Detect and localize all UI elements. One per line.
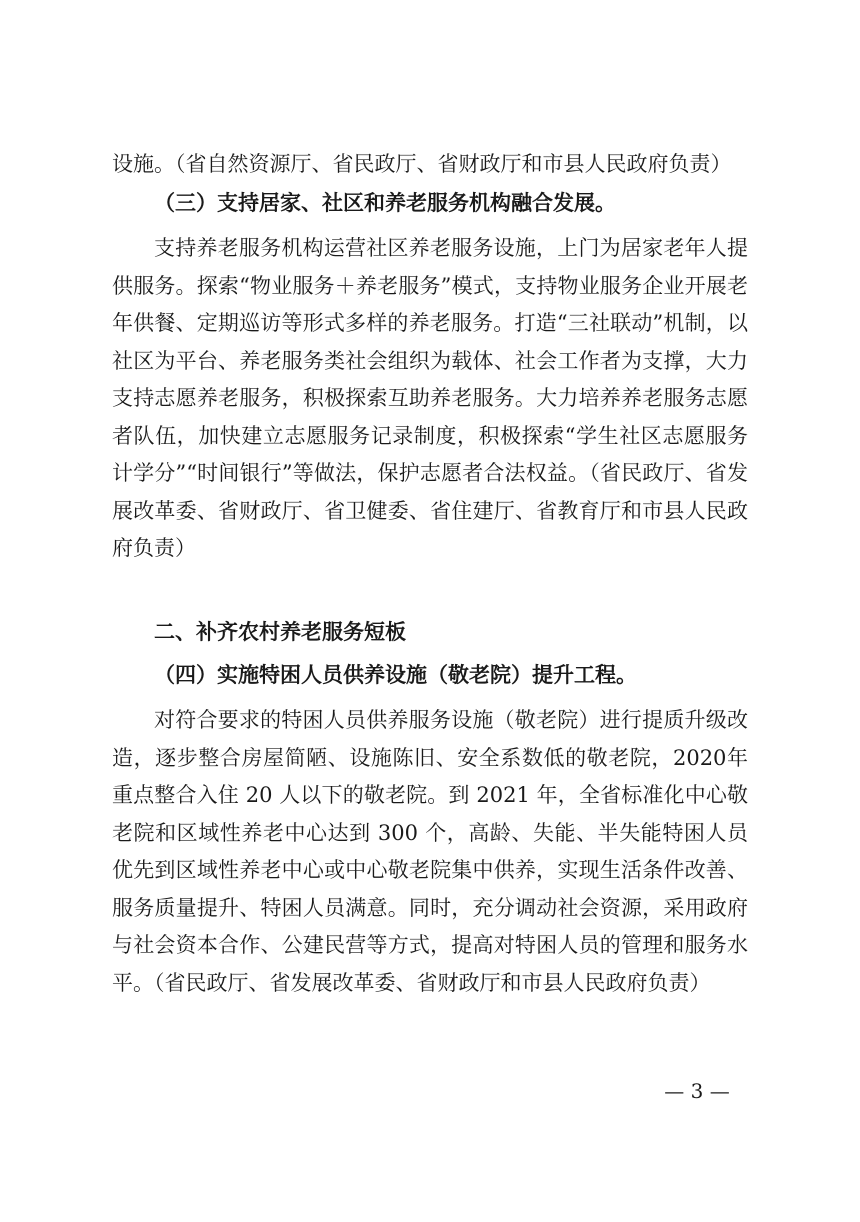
page-number: — 3 —: [664, 1079, 730, 1103]
chapter-heading-2: 二、补齐农村养老服务短板: [154, 620, 406, 644]
section-heading-4: （四）实施特困人员供养设施（敬老院）提升工程。: [154, 662, 637, 687]
paragraph-community-services: 支持养老服务机构运营社区养老服务设施，上门为居家老年人提供服务。探索“物业服务＋养老服务”模式，支持物业服务企业开展老年供餐、定期巡访等形式多样的养老服务。打造“三社联动”机制，以社区为平台、养老服务类社会组织为载体、社会工作者为支撑，大力支持志愿养老服务，积极探索互助养老服务。大力培养养老服务志愿者队伍，加快建立志愿服务记录制度，积极探索“学生社区志愿服务计学分”“时间银行”等做法，保护志愿者合法权益。（省民政厅、省发展改革委、省财政厅、省卫健委、省住建厅、省教育厅和市县人民政府负责）: [112, 236, 748, 560]
paragraph-nursing-home-upgrade: 对符合要求的特困人员供养服务设施（敬老院）进行提质升级改造，逐步整合房屋简陋、设施陈旧、安全系数低的敬老院，2020年重点整合入住 20 人以下的敬老院。到 2021 年，全省标准化中心敬老院和区域性养老中心达到 300 个，高龄、失能、半失能特困人员优先到区域性养老中心或中心敬老院集中供养，实现生活条件改善、服务质量提升、特困人员满意。同时，充分调动社会资源，采用政府与社会资本合作、公建民营等方式，提高对特困人员的管理和服务水平。（省民政厅、省发展改革委、省财政厅和市县人民政府负责）: [112, 708, 748, 995]
section-heading-3: （三）支持居家、社区和养老服务机构融合发展。: [154, 190, 616, 215]
paragraph-continuation: 设施。（省自然资源厅、省民政厅、省财政厅和市县人民政府负责）: [112, 152, 732, 176]
